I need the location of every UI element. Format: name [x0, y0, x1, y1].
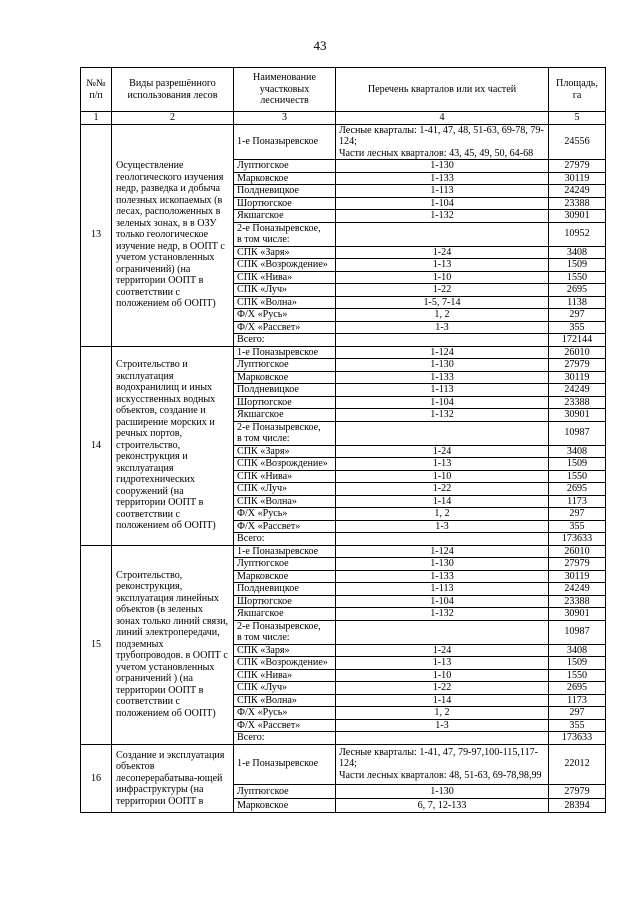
- forestry-name: Ф/Х «Русь»: [234, 707, 336, 720]
- area-value: 10952: [549, 222, 606, 246]
- area-value: 2695: [549, 682, 606, 695]
- area-value: 24249: [549, 583, 606, 596]
- forestry-name: 2-е Поназыревское, в том числе:: [234, 222, 336, 246]
- forestry-name: Полдневицкое: [234, 384, 336, 397]
- forestry-name: Полдневицкое: [234, 583, 336, 596]
- page-number: 43: [313, 38, 327, 53]
- quarters-list: 1-133: [336, 172, 549, 185]
- col-number-cell: 4: [336, 112, 549, 125]
- quarters-list: 1-13: [336, 458, 549, 471]
- forestry-name: СПК «Возрождение»: [234, 259, 336, 272]
- table-row: [81, 744, 606, 784]
- area-value: 1550: [549, 271, 606, 284]
- quarters-list: 1-132: [336, 409, 549, 422]
- forestry-name: 1-е Поназыревское: [234, 124, 336, 160]
- forestry-name: Марковское: [234, 172, 336, 185]
- area-value: 30119: [549, 371, 606, 384]
- table-header-row: [81, 68, 606, 112]
- forestry-name: Марковское: [234, 570, 336, 583]
- forestry-name: Шортюгское: [234, 595, 336, 608]
- section-number: 15: [81, 545, 112, 744]
- area-value: 2695: [549, 284, 606, 297]
- use-type-description: Осуществление геологического изучения недр, разведка и добыча полезных ископаемых (в лесах, расположенных в зеленых зонах, в в ОЗУ только геологическое изучение недр, в ООПТ с учетом установленных ограничений) (на территории ООПТ в соответствии с положением об ООПТ): [112, 124, 234, 346]
- area-value: 1550: [549, 669, 606, 682]
- forestry-name: 1-е Поназыревское: [234, 744, 336, 784]
- use-type-description: Строительство и эксплуатация водохранилищ и иных искусственных водных объектов, создание и расширение морских и речных портов, строительство, реконструкция и эксплуатация гидротехнических сооружений (на территории ООПТ в соответствии с положением об ООПТ): [112, 346, 234, 545]
- quarters-list: 1-124: [336, 545, 549, 558]
- forestry-name: СПК «Волна»: [234, 694, 336, 707]
- forestry-name: Всего:: [234, 334, 336, 347]
- quarters-list: 6, 7, 12-133: [336, 798, 549, 812]
- forestry-name: Луптюгское: [234, 784, 336, 798]
- use-type-description: Создание и эксплуатация объектов лесоперерабатыва-ющей инфраструктуры (на территории ООПТ в: [112, 744, 234, 813]
- area-value: 30901: [549, 608, 606, 621]
- section-number: 14: [81, 346, 112, 545]
- quarters-list: 1-24: [336, 644, 549, 657]
- area-value: 24249: [549, 384, 606, 397]
- area-value: 30901: [549, 210, 606, 223]
- quarters-list: 1-132: [336, 210, 549, 223]
- area-value: 355: [549, 719, 606, 732]
- area-value: 355: [549, 321, 606, 334]
- forestry-name: Ф/Х «Рассвет»: [234, 520, 336, 533]
- forestry-name: СПК «Волна»: [234, 495, 336, 508]
- area-value: 1138: [549, 296, 606, 309]
- quarters-list: 1-113: [336, 583, 549, 596]
- forestry-name: Якшагское: [234, 210, 336, 223]
- forestry-name: Якшагское: [234, 409, 336, 422]
- forestry-name: Ф/Х «Рассвет»: [234, 321, 336, 334]
- quarters-list: 1-10: [336, 470, 549, 483]
- forestry-name: Луптюгское: [234, 359, 336, 372]
- area-value: 30901: [549, 409, 606, 422]
- area-value: 297: [549, 309, 606, 322]
- quarters-list: Лесные кварталы: 1-41, 47, 48, 51-63, 69-78, 79-124; Части лесных кварталов: 43, 45, 49, 50, 64-68: [336, 124, 549, 160]
- quarters-list: 1-3: [336, 520, 549, 533]
- quarters-list: 1-10: [336, 669, 549, 682]
- area-value: 10987: [549, 421, 606, 445]
- section-number: 16: [81, 744, 112, 813]
- area-value: 2695: [549, 483, 606, 496]
- area-value: 30119: [549, 570, 606, 583]
- col-number-cell: 2: [112, 112, 234, 125]
- use-type-description: Строительство, реконструкция, эксплуатация линейных объектов (в зеленых зонах только линий связи, линий электропередачи, подземных трубопроводов. в ООПТ с учетом установленных ограничений ) (на территории ООПТ в соответствии с положением об ООПТ): [112, 545, 234, 744]
- forestry-name: 1-е Поназыревское: [234, 346, 336, 359]
- area-value: 28394: [549, 798, 606, 812]
- quarters-list: 1-14: [336, 495, 549, 508]
- quarters-list: 1-22: [336, 483, 549, 496]
- area-value: 1509: [549, 657, 606, 670]
- forestry-name: Якшагское: [234, 608, 336, 621]
- area-value: 24556: [549, 124, 606, 160]
- area-value: 24249: [549, 185, 606, 198]
- quarters-list: 1-130: [336, 359, 549, 372]
- table-row: [81, 124, 606, 160]
- forestry-name: СПК «Нива»: [234, 271, 336, 284]
- forestry-name: Марковское: [234, 798, 336, 812]
- header-area: Площадь, га: [549, 68, 606, 112]
- quarters-list: 1-24: [336, 445, 549, 458]
- quarters-list: 1, 2: [336, 508, 549, 521]
- forestry-name: 1-е Поназыревское: [234, 545, 336, 558]
- area-value: 22012: [549, 744, 606, 784]
- quarters-list: 1-3: [336, 321, 549, 334]
- forestry-name: СПК «Возрождение»: [234, 657, 336, 670]
- quarters-list: [336, 222, 549, 246]
- forestry-name: СПК «Луч»: [234, 284, 336, 297]
- forestry-name: СПК «Волна»: [234, 296, 336, 309]
- area-value: 1173: [549, 495, 606, 508]
- area-value: 27979: [549, 784, 606, 798]
- forestry-name: СПК «Луч»: [234, 483, 336, 496]
- area-value: 27979: [549, 160, 606, 173]
- forestry-name: СПК «Нива»: [234, 470, 336, 483]
- forestry-name: СПК «Возрождение»: [234, 458, 336, 471]
- quarters-list: 1-130: [336, 160, 549, 173]
- forest-use-table: [80, 67, 606, 813]
- quarters-list: 1-133: [336, 371, 549, 384]
- area-value: 23388: [549, 197, 606, 210]
- forestry-name: 2-е Поназыревское, в том числе:: [234, 421, 336, 445]
- forestry-name: Ф/Х «Рассвет»: [234, 719, 336, 732]
- table-row: [81, 346, 606, 359]
- area-value: 173633: [549, 732, 606, 745]
- area-value: 23388: [549, 595, 606, 608]
- forestry-name: СПК «Заря»: [234, 445, 336, 458]
- forestry-name: СПК «Заря»: [234, 644, 336, 657]
- quarters-list: 1-104: [336, 197, 549, 210]
- area-value: 3408: [549, 644, 606, 657]
- quarters-list: 1-104: [336, 396, 549, 409]
- area-value: 297: [549, 707, 606, 720]
- area-value: 1173: [549, 694, 606, 707]
- area-value: 27979: [549, 558, 606, 571]
- quarters-list: 1-113: [336, 384, 549, 397]
- header-quarters: Перечень кварталов или их частей: [336, 68, 549, 112]
- forestry-name: Полдневицкое: [234, 185, 336, 198]
- area-value: 1509: [549, 458, 606, 471]
- quarters-list: 1-13: [336, 259, 549, 272]
- forestry-name: Ф/Х «Русь»: [234, 309, 336, 322]
- forestry-name: Луптюгское: [234, 558, 336, 571]
- quarters-list: Лесные кварталы: 1-41, 47, 79-97,100-115,117-124; Части лесных кварталов: 48, 51-63, 69-78,98,99: [336, 744, 549, 784]
- area-value: 30119: [549, 172, 606, 185]
- forestry-name: Шортюгское: [234, 197, 336, 210]
- area-value: 10987: [549, 620, 606, 644]
- quarters-list: 1-130: [336, 558, 549, 571]
- forestry-name: Марковское: [234, 371, 336, 384]
- quarters-list: 1-104: [336, 595, 549, 608]
- quarters-list: [336, 334, 549, 347]
- forestry-name: Луптюгское: [234, 160, 336, 173]
- quarters-list: 1-22: [336, 284, 549, 297]
- forestry-name: Всего:: [234, 732, 336, 745]
- area-value: 172144: [549, 334, 606, 347]
- area-value: 23388: [549, 396, 606, 409]
- quarters-list: 1, 2: [336, 309, 549, 322]
- quarters-list: 1-13: [336, 657, 549, 670]
- area-value: 26010: [549, 346, 606, 359]
- quarters-list: 1-14: [336, 694, 549, 707]
- forestry-name: Всего:: [234, 533, 336, 546]
- quarters-list: 1-5, 7-14: [336, 296, 549, 309]
- forestry-name: Шортюгское: [234, 396, 336, 409]
- forestry-name: 2-е Поназыревское, в том числе:: [234, 620, 336, 644]
- quarters-list: 1-133: [336, 570, 549, 583]
- quarters-list: 1-22: [336, 682, 549, 695]
- forestry-name: СПК «Луч»: [234, 682, 336, 695]
- col-number-cell: 1: [81, 112, 112, 125]
- quarters-list: [336, 732, 549, 745]
- header-number: №№ п/п: [81, 68, 112, 112]
- area-value: 27979: [549, 359, 606, 372]
- area-value: 1509: [549, 259, 606, 272]
- area-value: 3408: [549, 246, 606, 259]
- quarters-list: [336, 421, 549, 445]
- col-number-cell: 3: [234, 112, 336, 125]
- quarters-list: [336, 620, 549, 644]
- area-value: 1550: [549, 470, 606, 483]
- section-number: 13: [81, 124, 112, 346]
- area-value: 26010: [549, 545, 606, 558]
- col-number-cell: 5: [549, 112, 606, 125]
- area-value: 355: [549, 520, 606, 533]
- quarters-list: 1-124: [336, 346, 549, 359]
- area-value: 3408: [549, 445, 606, 458]
- forestry-name: Ф/Х «Русь»: [234, 508, 336, 521]
- quarters-list: 1, 2: [336, 707, 549, 720]
- area-value: 173633: [549, 533, 606, 546]
- area-value: 297: [549, 508, 606, 521]
- quarters-list: [336, 533, 549, 546]
- quarters-list: 1-3: [336, 719, 549, 732]
- quarters-list: 1-10: [336, 271, 549, 284]
- header-forestry: Наименование участковых лесничеств: [234, 68, 336, 112]
- quarters-list: 1-130: [336, 784, 549, 798]
- forestry-name: СПК «Заря»: [234, 246, 336, 259]
- table-row: [81, 545, 606, 558]
- header-use-type: Виды разрешённого использования лесов: [112, 68, 234, 112]
- quarters-list: 1-24: [336, 246, 549, 259]
- forestry-name: СПК «Нива»: [234, 669, 336, 682]
- quarters-list: 1-132: [336, 608, 549, 621]
- quarters-list: 1-113: [336, 185, 549, 198]
- column-number-row: [81, 112, 606, 125]
